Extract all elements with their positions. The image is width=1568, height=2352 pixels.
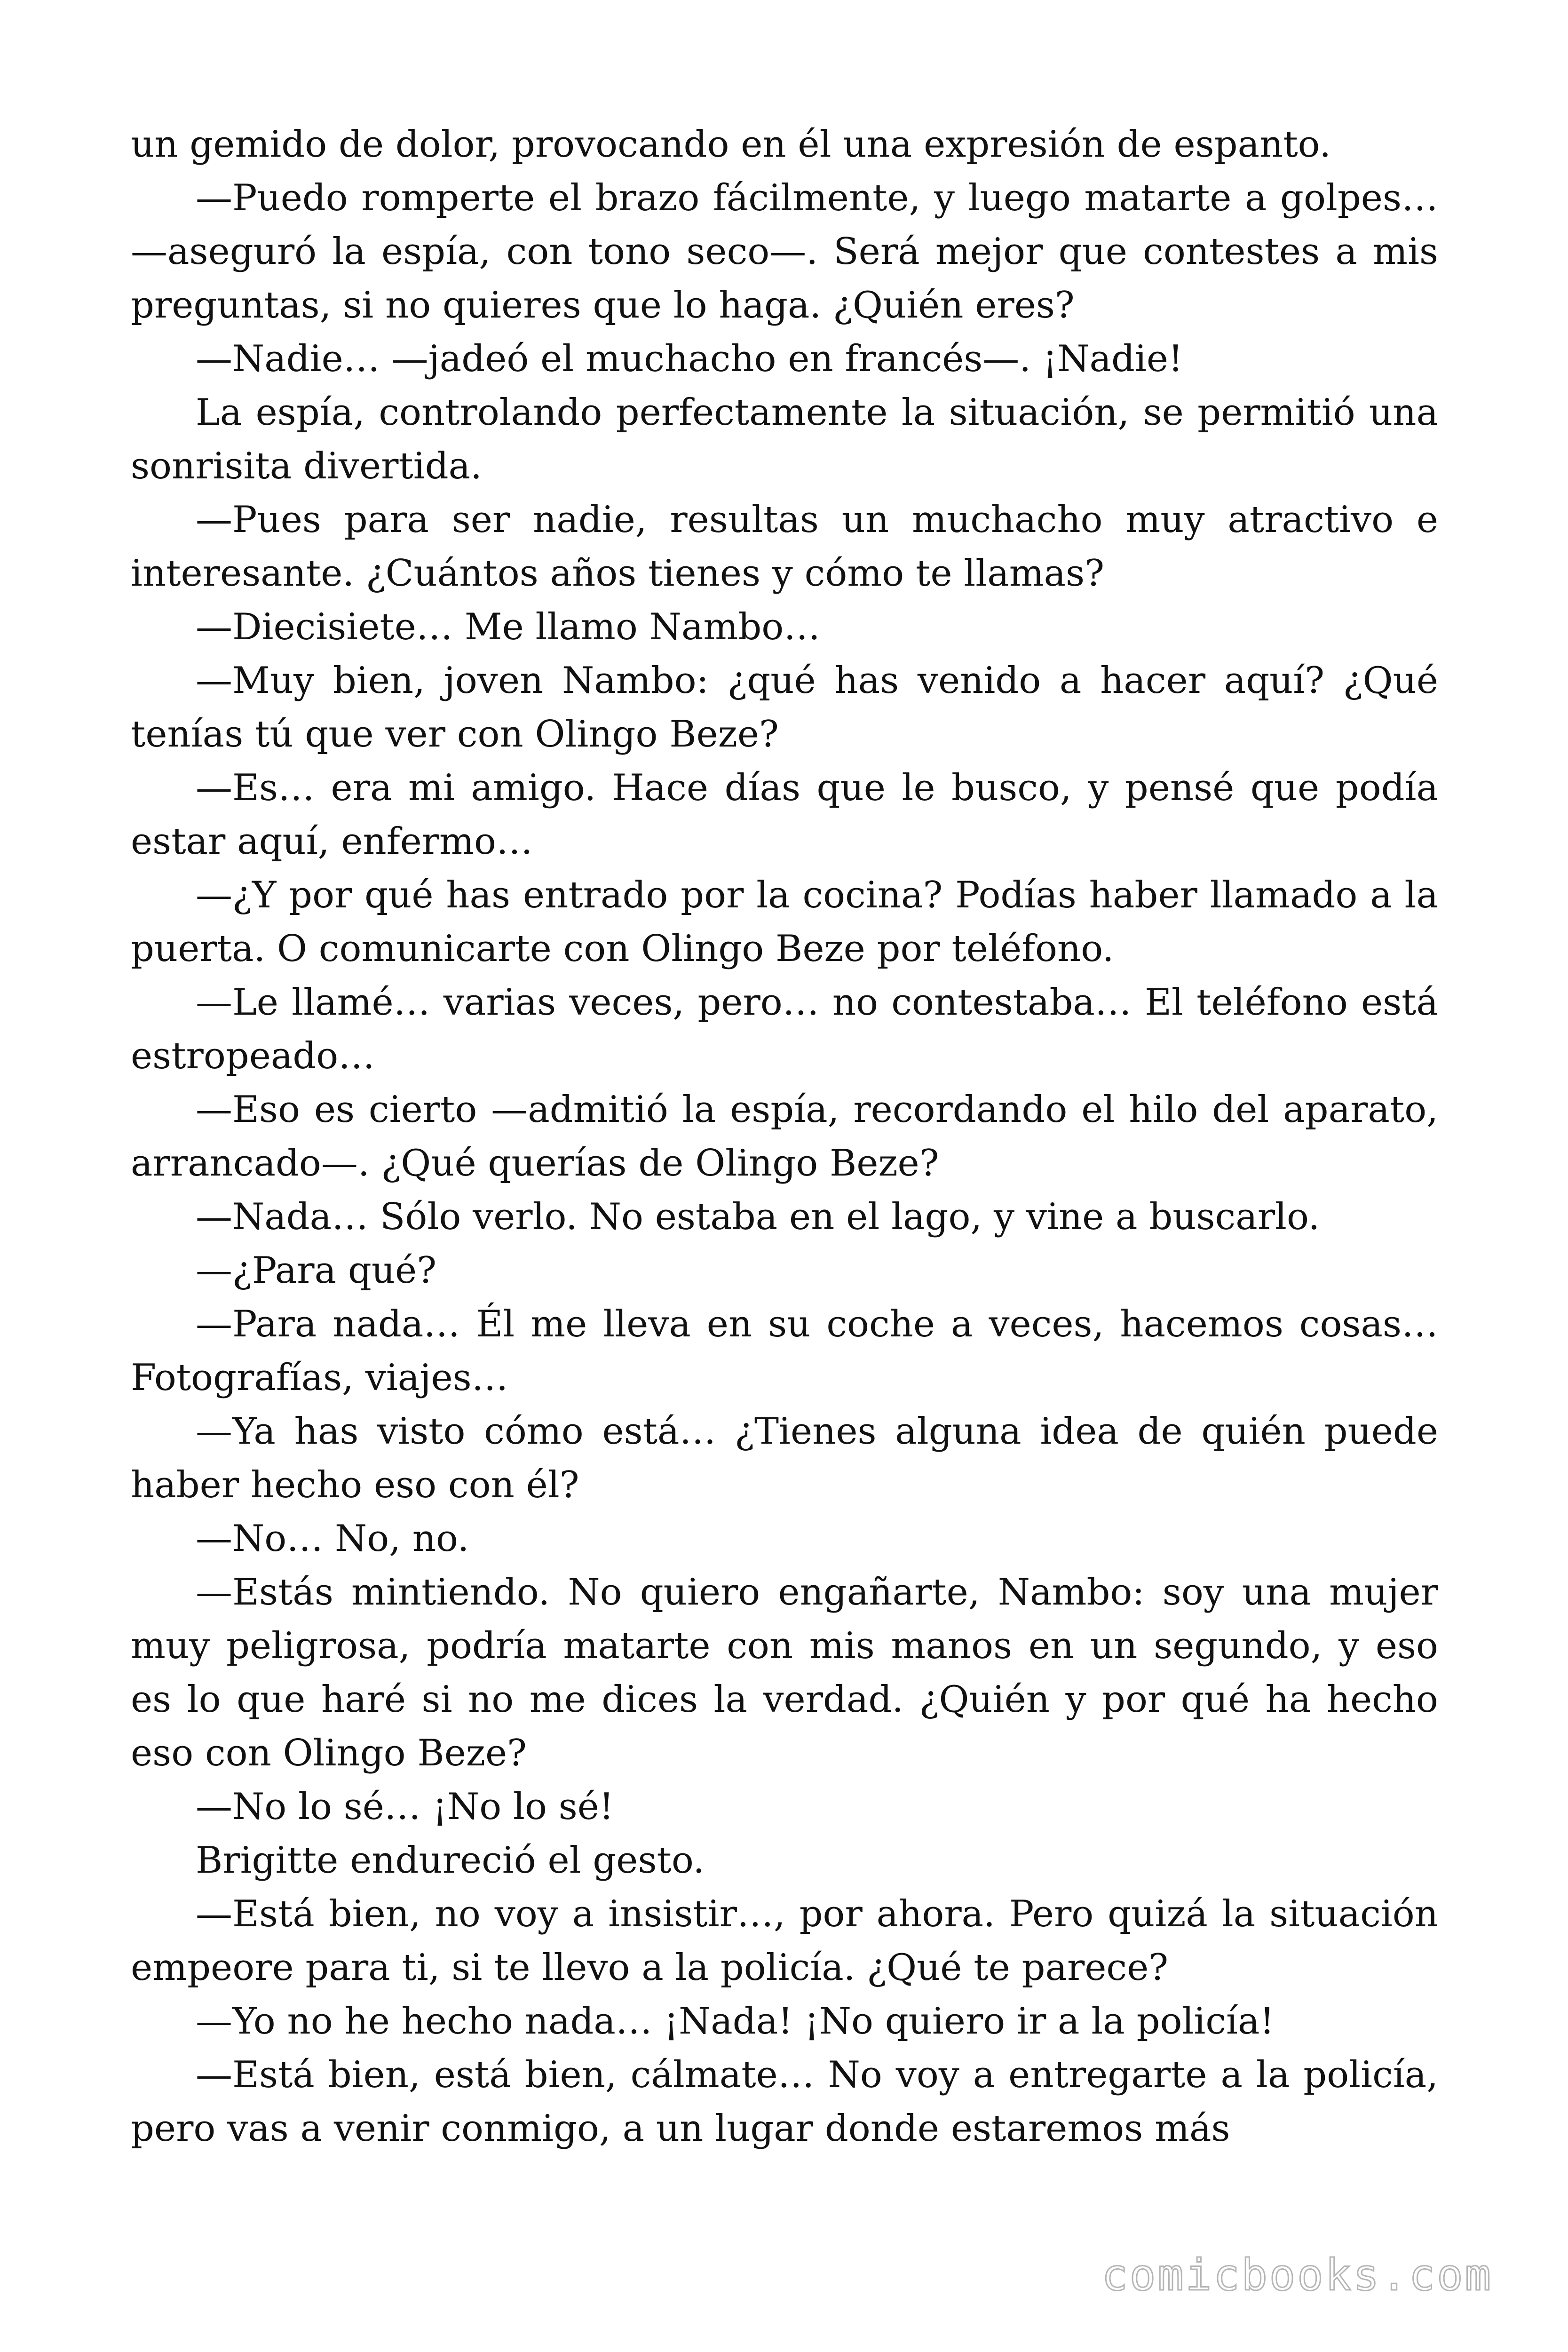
paragraph: —Está bien, está bien, cálmate… No voy a entregarte a la policía, pero vas a venir conmigo, a un lugar donde estaremos más [131,2054,1438,2150]
paragraph: —Diecisiete… Me llamo Nambo… [196,606,821,648]
paragraph: —Yo no he hecho nada… ¡Nada! ¡No quiero ir a la policía! [196,2000,1275,2042]
watermark: comicbooks.com [1101,2250,1493,2300]
paragraph: —Le llamé… varias veces, pero… no contestaba… El teléfono está estropeado… [131,981,1438,1077]
paragraph: —Ya has visto cómo está… ¿Tienes alguna idea de quién puede haber hecho eso con él? [131,1410,1438,1506]
page-body [131,118,1438,2225]
paragraph: —No… No, no. [196,1518,469,1560]
paragraph: —No lo sé… ¡No lo sé! [196,1786,614,1828]
paragraph: —Nadie… —jadeó el muchacho en francés—. ¡Nadie! [196,338,1183,380]
paragraph: La espía, controlando perfectamente la situación, se permitió una sonrisita divertida. [131,391,1438,487]
paragraph: —Eso es cierto —admitió la espía, recordando el hilo del aparato, arrancado—. ¿Qué querías de Olingo Beze? [131,1089,1438,1184]
paragraph: —Puedo romperte el brazo fácilmente, y luego matarte a golpes… —aseguró la espía, con tono seco—. Será mejor que contestes a mis preguntas, si no quieres que lo haga. ¿Quién eres? [131,177,1438,326]
paragraph: —Es… era mi amigo. Hace días que le busco, y pensé que podía estar aquí, enfermo… [131,767,1438,863]
paragraph: —¿Y por qué has entrado por la cocina? Podías haber llamado a la puerta. O comunicarte con Olingo Beze por teléfono. [131,874,1438,970]
paragraph: —Está bien, no voy a insistir…, por ahora. Pero quizá la situación empeore para ti, si te llevo a la policía. ¿Qué te parece? [131,1893,1438,1989]
paragraph: —¿Para qué? [196,1249,437,1292]
paragraph: —Pues para ser nadie, resultas un muchacho muy atractivo e interesante. ¿Cuántos años tienes y cómo te llamas? [131,499,1438,595]
paragraph: Brigitte endureció el gesto. [196,1839,705,1882]
paragraph: —Estás mintiendo. No quiero engañarte, Nambo: soy una mujer muy peligrosa, podría matarte con mis manos en un segundo, y eso es lo que haré si no me dices la verdad. ¿Quién y por qué ha hecho eso con Olingo Beze? [131,1571,1438,1774]
paragraph: —Muy bien, joven Nambo: ¿qué has venido a hacer aquí? ¿Qué tenías tú que ver con Olingo Beze? [131,660,1438,755]
paragraph: —Para nada… Él me lleva en su coche a veces, hacemos cosas… Fotografías, viajes… [131,1303,1438,1399]
paragraph: —Nada… Sólo verlo. No estaba en el lago, y vine a buscarlo. [196,1196,1320,1238]
paragraph: un gemido de dolor, provocando en él una expresión de espanto. [131,123,1331,166]
